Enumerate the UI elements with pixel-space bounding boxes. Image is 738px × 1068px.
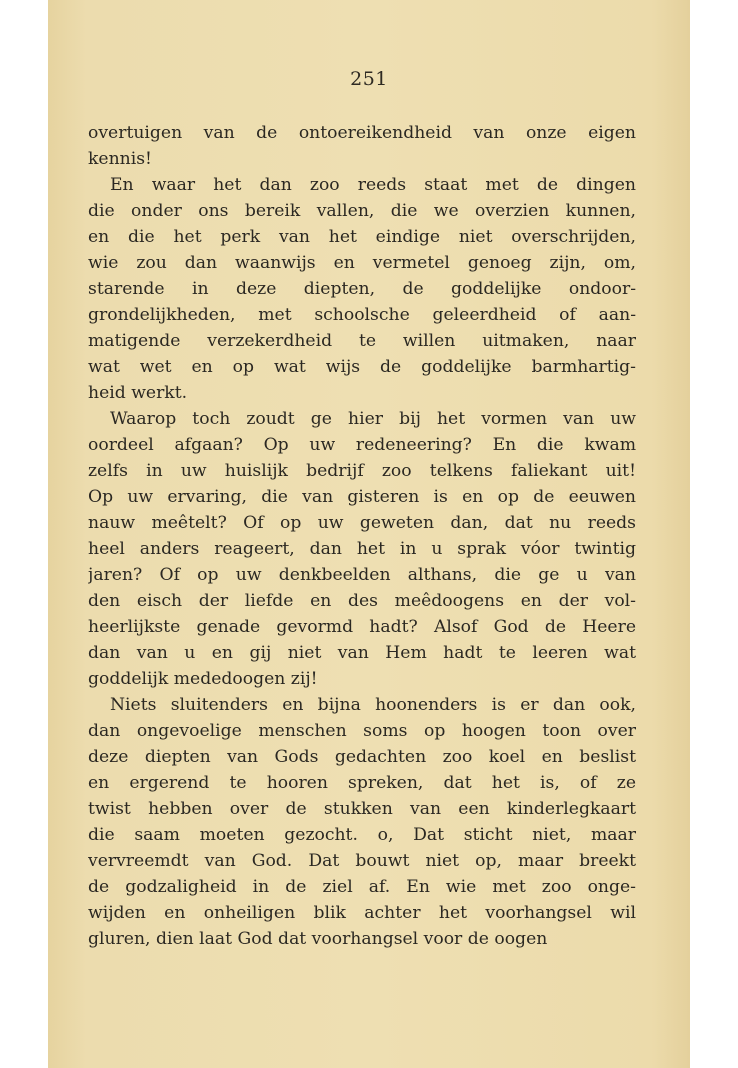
text-line: die saam moeten gezocht. o, Dat sticht niet, maar	[88, 825, 636, 845]
text-line: die onder ons bereik vallen, die we overzien kunnen,	[88, 201, 636, 221]
text-line: heel anders reageert, dan het in u sprak vóor twintig	[88, 539, 636, 559]
paragraph	[88, 692, 636, 952]
text-line: deze diepten van Gods gedachten zoo koel en beslist	[88, 747, 636, 767]
text-line: wijden en onheiligen blik achter het voorhangsel wil	[88, 903, 636, 923]
body-text	[88, 120, 636, 952]
text-line: Waarop toch zoudt ge hier bij het vormen van uw	[110, 409, 636, 429]
text-line: en die het perk van het eindige niet overschrijden,	[88, 227, 636, 247]
text-line: de godzaligheid in de ziel af. En wie met zoo onge-	[88, 877, 636, 897]
text-line: dan van u en gij niet van Hem hadt te leeren wat	[88, 643, 636, 663]
paragraph	[88, 120, 636, 172]
paragraph	[88, 406, 636, 692]
text-line: den eisch der liefde en des meêdoogens en der vol-	[88, 591, 636, 611]
text-line: matigende verzekerdheid te willen uitmaken, naar	[88, 331, 636, 351]
text-line: jaren? Of op uw denkbeelden althans, die ge u van	[88, 565, 636, 585]
text-line: heerlijkste genade gevormd hadt? Alsof God de Heere	[88, 617, 636, 637]
text-line: Op uw ervaring, die van gisteren is en op de eeuwen	[88, 487, 636, 507]
text-line: zelfs in uw huislijk bedrijf zoo telkens faliekant uit!	[88, 461, 636, 481]
text-line: nauw meêtelt? Of op uw geweten dan, dat nu reeds	[88, 513, 636, 533]
text-line: Niets sluitenders en bijna hoonenders is er dan ook,	[110, 695, 636, 715]
text-line: wat wet en op wat wijs de goddelijke barmhartig-	[88, 357, 636, 377]
text-line: grondelijkheden, met schoolsche geleerdheid of aan-	[88, 305, 636, 325]
text-line: En waar het dan zoo reeds staat met de dingen	[110, 175, 636, 195]
text-line: twist hebben over de stukken van een kinderlegkaart	[88, 799, 636, 819]
paragraph	[88, 172, 636, 406]
text-line: kennis!	[88, 149, 152, 169]
text-line: starende in deze diepten, de goddelijke ondoor-	[88, 279, 636, 299]
text-line: heid werkt.	[88, 383, 188, 403]
page-number: 251	[350, 68, 388, 90]
text-line: wie zou dan waanwijs en vermetel genoeg zijn, om,	[88, 253, 636, 273]
text-line: overtuigen van de ontoereikendheid van onze eigen	[88, 123, 636, 143]
text-line: dan ongevoelige menschen soms op hoogen toon over	[88, 721, 636, 741]
book-page	[48, 0, 690, 1068]
text-line: en ergerend te hooren spreken, dat het is, of ze	[88, 773, 636, 793]
text-line: vervreemdt van God. Dat bouwt niet op, maar breekt	[88, 851, 636, 871]
text-line: oordeel afgaan? Op uw redeneering? En die kwam	[88, 435, 636, 455]
text-line: gluren, dien laat God dat voorhangsel voor de oogen	[88, 929, 548, 949]
text-line: goddelijk mededoogen zij!	[88, 669, 318, 689]
